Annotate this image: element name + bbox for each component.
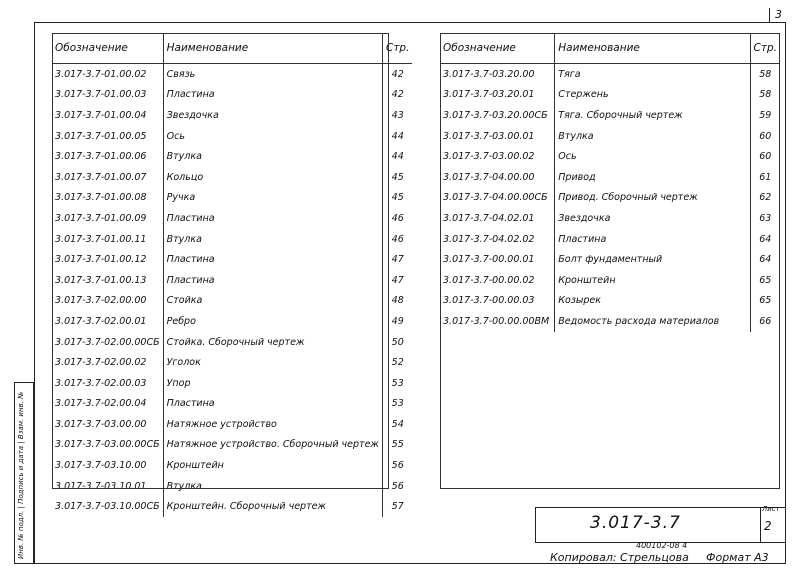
table-row bbox=[52, 496, 412, 517]
cell-name: Втулка bbox=[163, 229, 382, 250]
cell-page: 47 bbox=[382, 249, 412, 270]
cell-name: Звездочка bbox=[555, 208, 750, 229]
cell-designation: 3.017-3.7-01.00.05 bbox=[55, 130, 147, 142]
cell-designation: 3.017-3.7-01.00.08 bbox=[55, 192, 147, 204]
cell-page: 43 bbox=[382, 105, 412, 126]
cell-name: Стойка bbox=[163, 291, 382, 312]
cell-designation: 3.017-3.7-00.00.02 bbox=[443, 274, 535, 286]
cell-name: Ребро bbox=[163, 311, 382, 332]
cell-designation: 3.017-3.7-01.00.03 bbox=[55, 89, 147, 101]
col-page: Стр. bbox=[382, 33, 412, 64]
cell-designation: 3.017-3.7-02.00.02 bbox=[55, 357, 147, 369]
cell-page: 46 bbox=[382, 208, 412, 229]
cell-name: Тяга. Сборочный чертеж bbox=[555, 105, 750, 126]
cell-name: Пластина bbox=[163, 270, 382, 291]
cell-name: Втулка bbox=[163, 146, 382, 167]
cell-designation: 3.017-3.7-03.20.01 bbox=[443, 89, 535, 101]
cell-page: 42 bbox=[382, 64, 412, 85]
cell-page: 53 bbox=[382, 373, 412, 394]
cell-name: Болт фундаментный bbox=[555, 249, 750, 270]
col-page: Стр. bbox=[750, 33, 780, 64]
cell-page: 58 bbox=[750, 64, 780, 85]
cell-designation: 3.017-3.7-01.00.09 bbox=[55, 212, 147, 224]
cell-designation: 3.017-3.7-03.20.00СБ bbox=[443, 109, 548, 121]
cell-page: 56 bbox=[382, 455, 412, 476]
cell-name: Упор bbox=[163, 373, 382, 394]
cell-page: 56 bbox=[382, 476, 412, 497]
cell-designation: 3.017-3.7-02.00.03 bbox=[55, 377, 147, 389]
cell-name: Пластина bbox=[555, 229, 750, 250]
left-table-border bbox=[52, 33, 389, 489]
cell-name: Связь bbox=[163, 64, 382, 85]
cell-page: 44 bbox=[382, 146, 412, 167]
cell-page: 58 bbox=[750, 85, 780, 106]
cell-page: 50 bbox=[382, 332, 412, 353]
cell-page: 42 bbox=[382, 85, 412, 106]
cell-page: 60 bbox=[750, 126, 780, 147]
cell-designation: 3.017-3.7-01.00.12 bbox=[55, 254, 147, 266]
cell-name: Пластина bbox=[163, 208, 382, 229]
cell-name: Ось bbox=[163, 126, 382, 147]
cell-page: 45 bbox=[382, 188, 412, 209]
cell-page: 52 bbox=[382, 352, 412, 373]
cell-designation: 3.017-3.7-01.00.13 bbox=[55, 274, 147, 286]
cell-name: Пластина bbox=[163, 394, 382, 415]
cell-page: 62 bbox=[750, 188, 780, 209]
col-name: Наименование bbox=[163, 33, 382, 64]
cell-name: Кронштейн bbox=[163, 455, 382, 476]
cell-page: 47 bbox=[382, 270, 412, 291]
cell-page: 57 bbox=[382, 496, 412, 517]
cell-designation: 3.017-3.7-01.00.11 bbox=[55, 233, 147, 245]
cell-page: 65 bbox=[750, 270, 780, 291]
side-stamp bbox=[14, 382, 34, 564]
cell-name: Козырек bbox=[555, 291, 750, 312]
inventory-number: 400102-08 4 bbox=[636, 541, 688, 550]
right-table-border bbox=[440, 33, 780, 489]
cell-name: Привод. Сборочный чертеж bbox=[555, 188, 750, 209]
cell-name: Стержень bbox=[555, 85, 750, 106]
cell-name: Натяжное устройство. Сборочный чертеж bbox=[163, 435, 382, 456]
cell-name: Втулка bbox=[163, 476, 382, 497]
cell-designation: 3.017-3.7-02.00.00СБ bbox=[55, 336, 160, 348]
cell-name: Ручка bbox=[163, 188, 382, 209]
cell-designation: 3.017-3.7-02.00.00 bbox=[55, 295, 147, 307]
cell-page: 53 bbox=[382, 394, 412, 415]
copied-by: Копировал: Стрельцова bbox=[550, 551, 689, 564]
cell-name: Кронштейн bbox=[555, 270, 750, 291]
cell-page: 48 bbox=[382, 291, 412, 312]
cell-name: Натяжное устройство bbox=[163, 414, 382, 435]
cell-page: 66 bbox=[750, 311, 780, 332]
cell-name: Ведомость расхода материалов bbox=[555, 311, 750, 332]
cell-designation: 3.017-3.7-00.00.03 bbox=[443, 295, 535, 307]
cell-designation: 3.017-3.7-03.20.00 bbox=[443, 68, 535, 80]
cell-designation: 3.017-3.7-04.00.00 bbox=[443, 171, 535, 183]
col-designation: Обозначение bbox=[52, 33, 163, 64]
cell-name: Звездочка bbox=[163, 105, 382, 126]
cell-designation: 3.017-3.7-03.00.02 bbox=[443, 151, 535, 163]
page-number: 3 bbox=[769, 8, 787, 22]
cell-designation: 3.017-3.7-03.00.00 bbox=[55, 418, 147, 430]
cell-name: Кронштейн. Сборочный чертеж bbox=[163, 496, 382, 517]
cell-designation: 3.017-3.7-02.00.01 bbox=[55, 315, 147, 327]
cell-page: 54 bbox=[382, 414, 412, 435]
cell-page: 46 bbox=[382, 229, 412, 250]
cell-name: Кольцо bbox=[163, 167, 382, 188]
cell-page: 55 bbox=[382, 435, 412, 456]
cell-page: 64 bbox=[750, 249, 780, 270]
col-designation: Обозначение bbox=[440, 33, 555, 64]
cell-designation: 3.017-3.7-03.10.00 bbox=[55, 460, 147, 472]
cell-name: Втулка bbox=[555, 126, 750, 147]
cell-designation: 3.017-3.7-04.00.00СБ bbox=[443, 192, 548, 204]
paper-format: Формат А3 bbox=[706, 551, 769, 564]
cell-designation: 3.017-3.7-00.00.01 bbox=[443, 254, 535, 266]
cell-designation: 3.017-3.7-01.00.04 bbox=[55, 109, 147, 121]
cell-name: Уголок bbox=[163, 352, 382, 373]
sheet-number: 2 bbox=[764, 519, 772, 533]
cell-page: 61 bbox=[750, 167, 780, 188]
cell-designation: 3.017-3.7-01.00.02 bbox=[55, 68, 147, 80]
cell-name: Стойка. Сборочный чертеж bbox=[163, 332, 382, 353]
cell-name: Ось bbox=[555, 146, 750, 167]
cell-page: 59 bbox=[750, 105, 780, 126]
cell-designation: 3.017-3.7-01.00.06 bbox=[55, 151, 147, 163]
cell-name: Пластина bbox=[163, 85, 382, 106]
cell-designation: 3.017-3.7-03.00.00СБ bbox=[55, 439, 160, 451]
cell-designation: 3.017-3.7-04.02.02 bbox=[443, 233, 535, 245]
cell-page: 45 bbox=[382, 167, 412, 188]
cell-name: Пластина bbox=[163, 249, 382, 270]
cell-page: 63 bbox=[750, 208, 780, 229]
cell-page: 64 bbox=[750, 229, 780, 250]
cell-designation: 3.017-3.7-04.02.01 bbox=[443, 212, 535, 224]
cell-page: 44 bbox=[382, 126, 412, 147]
cell-designation: 3.017-3.7-00.00.00ВМ bbox=[443, 315, 550, 327]
cell-name: Тяга bbox=[555, 64, 750, 85]
cell-designation: 3.017-3.7-03.00.01 bbox=[443, 130, 535, 142]
cell-name: Привод bbox=[555, 167, 750, 188]
sheet-label: Лист bbox=[762, 505, 780, 513]
col-name: Наименование bbox=[555, 33, 750, 64]
cell-designation: 3.017-3.7-03.10.00СБ bbox=[55, 501, 160, 513]
cell-designation: 3.017-3.7-01.00.07 bbox=[55, 171, 147, 183]
cell-page: 49 bbox=[382, 311, 412, 332]
cell-page: 60 bbox=[750, 146, 780, 167]
cell-designation: 3.017-3.7-03.10.01 bbox=[55, 480, 147, 492]
stamp-text: Инв. № подл. | Подпись и дата | Взам. инв. № bbox=[17, 391, 25, 559]
cell-designation: 3.017-3.7-02.00.04 bbox=[55, 398, 147, 410]
document-code: 3.017-3.7 bbox=[590, 513, 681, 533]
cell-page: 65 bbox=[750, 291, 780, 312]
